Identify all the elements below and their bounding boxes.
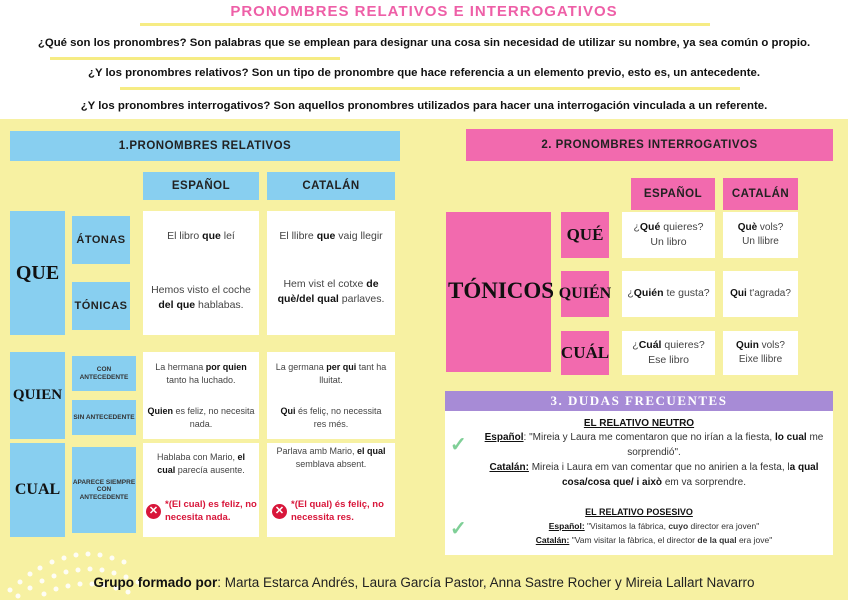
relativos-col-espanol: ESPAÑOL bbox=[143, 172, 259, 200]
quien-catalan-cell bbox=[267, 352, 395, 439]
con-antecedente-label: CON ANTECEDENTE bbox=[72, 356, 136, 391]
relativos-header: 1.PRONOMBRES RELATIVOS bbox=[10, 131, 400, 161]
intro-question-3: ¿Y los pronombres interrogativos? Son aquellos pronombres utilizados para hacer una interrogación vinculada a un referente. bbox=[80, 100, 768, 112]
quien-interrogativo-catalan: Qui t'agrada? bbox=[723, 271, 798, 317]
neutro-espanol-example: Español: "Mireia y Laura me comentaron que no irían a la fiesta, lo cual me sorprendió". bbox=[484, 432, 824, 458]
posesivo-espanol-example: Español: "Visitamos la fábrica, cuyo director era joven" bbox=[548, 521, 760, 531]
que-interrogativo-espanol: ¿Qué quieres? Un libro bbox=[622, 212, 715, 258]
quien-sin-espanol-example: Quien es feliz, no necesita nada. bbox=[147, 406, 255, 430]
dudas-header: 3. DUDAS FRECUENTES bbox=[445, 391, 833, 411]
quien-con-catalan-example: La germana per qui tant ha lluitat. bbox=[275, 362, 387, 386]
error-x-icon: ✕ bbox=[272, 504, 287, 519]
page-title: PRONOMBRES RELATIVOS E INTERROGATIVOS bbox=[230, 3, 618, 20]
footer-credits: Grupo formado por: Marta Estarca Andrés, Laura García Pastor, Anna Sastre Rocher y Mireia Lallart Navarro bbox=[93, 575, 755, 590]
cual-catalan-example: Parlava amb Mario, el qual semblava absent. bbox=[276, 446, 386, 470]
check-icon: ✓ bbox=[450, 518, 467, 540]
relativos-col-catalan: CATALÁN bbox=[267, 172, 395, 200]
que-catalan-cell bbox=[267, 211, 395, 335]
title-underline bbox=[140, 23, 710, 26]
que-interrogativo-catalan: Què vols? Un llibre bbox=[723, 212, 798, 258]
cual-interrogativo-espanol: ¿Cuál quieres? Ese libro bbox=[622, 331, 715, 375]
tonicas-label: TÓNICAS bbox=[72, 282, 130, 330]
tonicas-espanol-example: Hemos visto el coche del que hablabas. bbox=[151, 284, 251, 312]
posesivo-title: EL RELATIVO POSESIVO bbox=[585, 507, 693, 517]
neutro-title: EL RELATIVO NEUTRO bbox=[583, 418, 695, 429]
cual-label: CUAL bbox=[10, 443, 65, 537]
cual-espanol-example: Hablaba con Mario, el cual parecía ausente. bbox=[156, 452, 246, 476]
cual-espanol-error: ✕ *(El cual) es feliz, no necesita nada. bbox=[146, 499, 257, 525]
cual-catalan-error: ✕ *(El qual) és feliç, no necessita res. bbox=[272, 499, 393, 525]
quien-sin-catalan-example: Qui és feliç, no necessita res més. bbox=[280, 406, 382, 430]
sin-antecedente-label: SIN ANTECEDENTE bbox=[72, 400, 136, 435]
quien-interrogativo-espanol: ¿Quién te gusta? bbox=[622, 271, 715, 317]
posesivo-catalan-example: Catalán: "Vam visitar la fàbrica, el director de la qual era jove" bbox=[535, 535, 773, 545]
atonas-espanol-example: El libro que leí bbox=[167, 230, 235, 242]
quien-label: QUIEN bbox=[10, 352, 65, 439]
aparece-antecedente-label: APARECE SIEMPRE CON ANTECEDENTE bbox=[72, 447, 136, 533]
que-label: QUE bbox=[10, 211, 65, 335]
cual-interrogativo-label: CUÁL bbox=[561, 331, 609, 375]
check-icon: ✓ bbox=[450, 434, 467, 456]
atonas-label: ÁTONAS bbox=[72, 216, 130, 264]
interrogativos-col-espanol: ESPAÑOL bbox=[631, 178, 715, 210]
tonicas-catalan-example: Hem vist el cotxe de què/del qual parlaves. bbox=[277, 278, 385, 306]
interrogativos-col-catalan: CATALÁN bbox=[723, 178, 798, 210]
cual-espanol-cell bbox=[143, 443, 259, 537]
quien-espanol-cell bbox=[143, 352, 259, 439]
intro-question-2: ¿Y los pronombres relativos? Son un tipo de pronombre que hace referencia a un elemento previo, esto es, un antecedente. bbox=[88, 67, 760, 79]
quien-interrogativo-label: QUIÉN bbox=[561, 271, 609, 317]
quien-con-espanol-example: La hermana por quien tanto ha luchado. bbox=[155, 362, 247, 386]
que-espanol-cell bbox=[143, 211, 259, 335]
neutro-catalan-example: Catalán: Mireia i Laura em van comentar que no anirien a la festa, la qual cosa/cosa que/ i això em va sorprendre. bbox=[489, 462, 819, 488]
cual-catalan-cell bbox=[267, 443, 395, 537]
divider-2 bbox=[120, 87, 740, 90]
error-x-icon: ✕ bbox=[146, 504, 161, 519]
intro-question-1: ¿Qué son los pronombres? Son palabras que se emplean para designar una cosa sin necesidad de utilizar su nombre, ya sea común o propio. bbox=[37, 37, 811, 49]
cual-interrogativo-catalan: Quin vols? Eixe llibre bbox=[723, 331, 798, 375]
atonas-catalan-example: El llibre que vaig llegir bbox=[279, 230, 383, 242]
divider-1 bbox=[50, 57, 340, 60]
que-interrogativo-label: QUÉ bbox=[561, 212, 609, 258]
interrogativos-header: 2. PRONOMBRES INTERROGATIVOS bbox=[466, 129, 833, 161]
tonicos-label: TÓNICOS bbox=[448, 278, 555, 303]
